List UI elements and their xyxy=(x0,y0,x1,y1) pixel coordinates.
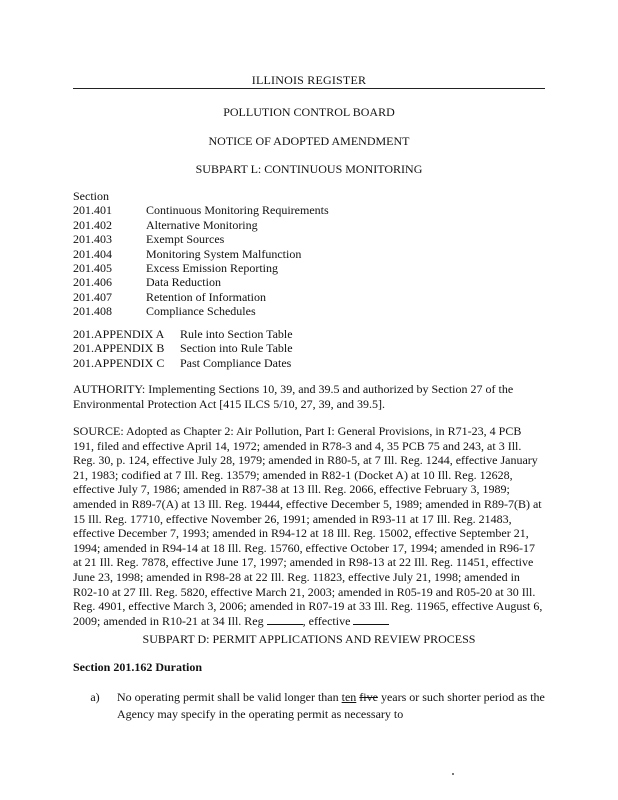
toc-row xyxy=(73,290,545,304)
toc-row xyxy=(73,247,545,261)
source-effective: , effective xyxy=(302,613,351,628)
appendix-number: 201.APPENDIX B xyxy=(73,341,165,356)
toc-number: 201.408 xyxy=(73,304,112,319)
subpart-l-title: SUBPART L: CONTINUOUS MONITORING xyxy=(195,162,423,176)
toc-row xyxy=(73,232,545,246)
toc-row xyxy=(73,261,545,275)
toc-title: Continuous Monitoring Requirements xyxy=(146,203,329,218)
section-table-of-contents xyxy=(73,189,545,319)
toc-heading: Section xyxy=(73,189,109,203)
blank-register-number xyxy=(267,614,303,625)
page-mark xyxy=(452,773,454,775)
notice-title: NOTICE OF ADOPTED AMENDMENT xyxy=(208,134,410,148)
source-paragraph xyxy=(73,424,545,628)
register-header: ILLINOIS REGISTER xyxy=(251,73,367,87)
appendix-list xyxy=(73,327,545,370)
blank-effective-date xyxy=(353,614,389,625)
toc-title: Retention of Information xyxy=(146,289,266,304)
toc-number: 201.406 xyxy=(73,275,112,290)
toc-number: 201.401 xyxy=(73,203,112,218)
appendix-title: Rule into Section Table xyxy=(180,327,293,341)
subsection-text-after: years or such shorter period as the Agency may specify in the operating permit as necessary to xyxy=(117,690,545,721)
toc-row xyxy=(73,275,545,289)
toc-number: 201.405 xyxy=(73,260,112,275)
appendix-title: Section into Rule Table xyxy=(180,341,293,356)
section-heading: Section 201.162 Duration xyxy=(73,660,202,674)
appendix-row xyxy=(73,327,545,341)
deleted-text: five xyxy=(359,690,378,704)
toc-row xyxy=(73,304,545,318)
subsection-label: a) xyxy=(90,690,100,704)
toc-row xyxy=(73,218,545,232)
toc-title: Monitoring System Malfunction xyxy=(146,246,302,261)
appendix-row xyxy=(73,341,545,355)
header-divider xyxy=(73,88,545,89)
toc-number: 201.407 xyxy=(73,289,112,304)
toc-number: 201.403 xyxy=(73,232,112,247)
subsection-text-before: No operating permit shall be valid longer than xyxy=(117,690,342,704)
toc-title: Data Reduction xyxy=(146,275,221,290)
toc-title: Compliance Schedules xyxy=(146,304,256,319)
appendix-number: 201.APPENDIX A xyxy=(73,327,165,341)
subsection-a xyxy=(73,689,545,723)
subsection-body xyxy=(117,689,545,723)
subpart-d-title: SUBPART D: PERMIT APPLICATIONS AND REVIEW PROCESS xyxy=(142,632,476,646)
board-title: POLLUTION CONTROL BOARD xyxy=(223,105,395,119)
authority-paragraph: AUTHORITY: Implementing Sections 10, 39, and 39.5 and authorized by Section 27 of the Environmental Protection Act [415 ILCS 5/10, 27, 39, and 39.5]. xyxy=(73,382,514,411)
toc-title: Exempt Sources xyxy=(146,232,225,247)
toc-title: Excess Emission Reporting xyxy=(146,260,278,275)
inserted-text: ten xyxy=(341,690,357,704)
appendix-number: 201.APPENDIX C xyxy=(73,355,165,370)
toc-title: Alternative Monitoring xyxy=(146,217,258,232)
appendix-title: Past Compliance Dates xyxy=(180,355,292,370)
toc-number: 201.404 xyxy=(73,246,112,261)
appendix-row xyxy=(73,356,545,370)
toc-row xyxy=(73,203,545,217)
toc-number: 201.402 xyxy=(73,217,112,232)
source-text: SOURCE: Adopted as Chapter 2: Air Pollution, Part I: General Provisions, in R71-23, 4 PCB 191, filed and effective April 14, 1972; amended in R78-3 and 4, 35 PCB 75 and 243, at 3 Ill. Reg. 30, p. 124, effective July 28, 1979; amended in R80-5, at 7 Ill. Reg. 1244, effective January 21, 1983; codified at 7 Ill. Reg. 13579; amended in R82-1 (Docket A) at 10 Ill. Reg. 12628, effective July 7, 1986; amended in R87-38 at 13 Ill. Reg. 2066, effective February 3, 1989; amended in R89-7(A) at 13 Ill. Reg. 19444, effective December 5, 1989; amended in R89-7(B) at 15 Ill. Reg. 17710, effective November 26, 1991; amended in R93-11 at 17 Ill. Reg. 21483, effective December 7, 1993; amended in R94-12 at 18 Ill. Reg. 15002, effective September 21, 1994; amended in R94-14 at 18 Ill. Reg. 15760, effective October 17, 1994; amended in R96-17 at 21 Ill. Reg. 7878, effective June 17, 1997; amended in R98-13 at 22 Ill. Reg. 11451, effective June 23, 1998; amended in R98-28 at 22 Ill. Reg. 11823, effective July 21, 1998; amended in R02-10 at 27 Ill. Reg. 5820, effective March 21, 2003; amended in R05-19 and R05-20 at 30 Ill. Reg. 4901, effective March 3, 2006; amended in R07-19 at 33 Ill. Reg. 11965, effective August 6, 2009; amended in R10-21 at 34 Ill. Reg xyxy=(73,424,543,628)
